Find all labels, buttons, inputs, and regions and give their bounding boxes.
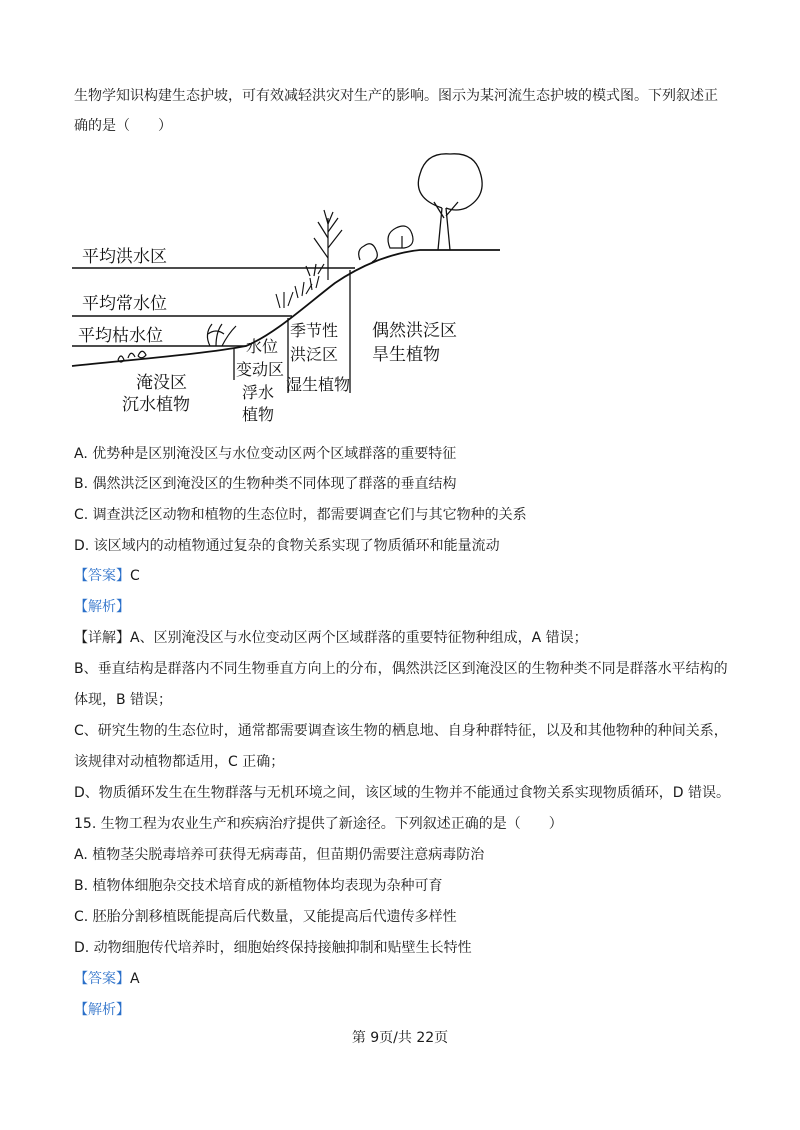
answer-tag: 【答案】 [74, 568, 130, 584]
q15-answer-tag: 【答案】 [74, 971, 130, 987]
q14-detail-c2: 该规律对动植物都适用，C 正确； [74, 754, 285, 770]
label-dry-level: 平均枯水位 [78, 326, 163, 346]
label-fluct-4: 植物 [242, 405, 275, 424]
label-flood-zone: 平均洪水区 [82, 247, 167, 267]
eco-slope-figure [60, 148, 510, 430]
label-submerged-plants: 沉水植物 [122, 395, 190, 415]
q14-detail-b1: B、垂直结构是群落内不同生物垂直方向上的分布，偶然洪泛区到淹没区的生物种类不同是群落水平结构的 [74, 661, 728, 677]
q14-analysis [74, 597, 130, 617]
label-occasional-2: 旱生植物 [372, 345, 440, 365]
q15-option-b: B. 植物体细胞杂交技术培育成的新植物体均表现为杂种可育 [74, 878, 443, 894]
q14-detail-d: D、物质循环发生在生物群落与无机环境之间，该区域的生物并不能通过食物关系实现物质循环，D 错误。 [74, 785, 731, 801]
label-normal-level: 平均常水位 [82, 294, 167, 314]
page-number: 第 9页/共 22页 [351, 1030, 449, 1046]
q15-option-d: D. 动物细胞传代培养时，细胞始终保持接触抑制和贴壁生长特性 [74, 940, 472, 956]
q15-analysis [74, 1000, 130, 1020]
label-seasonal-3: 湿生植物 [286, 375, 351, 394]
q14-detail-c1: C、研究生物的生态位时，通常都需要调查该生物的栖息地、自身种群特征，以及和其他物种的种间关系， [74, 723, 728, 739]
q15-option-a: A. 植物茎尖脱毒培养可获得无病毒苗，但苗期仍需要注意病毒防治 [74, 847, 485, 863]
label-fluct-1: 水位 [246, 337, 279, 356]
answer-value: C [130, 568, 140, 584]
q14-detail-a [74, 628, 588, 648]
q15-answer-value: A [130, 971, 140, 987]
label-seasonal-2: 洪泛区 [290, 345, 339, 364]
label-occasional-1: 偶然洪泛区 [372, 321, 457, 341]
label-seasonal-1: 季节性 [290, 321, 339, 340]
q15-option-c: C. 胚胎分割移植既能提高后代数量，又能提高后代遗传多样性 [74, 909, 457, 925]
wet-plants-icon [276, 276, 319, 308]
q15-answer [74, 969, 140, 989]
intro-line-1: 生物学知识构建生态护坡，可有效减轻洪灾对生产的影响。图示为某河流生态护坡的模式图。下列叙述正 [74, 88, 718, 104]
tree-icon [418, 154, 482, 250]
detail-tag: 【详解】 [74, 630, 130, 646]
q14-option-d: D. 该区域内的动植物通过复杂的食物关系实现了物质循环和能量流动 [74, 538, 500, 554]
detail-a-text: A、区别淹没区与水位变动区两个区域群落的重要特征物种组成，A 错误； [130, 630, 588, 646]
intro-line-2: 确的是（ ） [74, 118, 172, 134]
label-fluct-3: 浮水 [242, 383, 275, 402]
q14-option-a: A. 优势种是区别淹没区与水位变动区两个区域群落的重要特征 [74, 446, 457, 462]
q14-answer [74, 566, 140, 586]
q15-analysis-tag: 【解析】 [74, 1002, 130, 1018]
q15-stem: 15. 生物工程为农业生产和疾病治疗提供了新途径。下列叙述正确的是（ ） [74, 816, 563, 832]
q14-option-b: B. 偶然洪泛区到淹没区的生物种类不同体现了群落的垂直结构 [74, 476, 457, 492]
shrub-icon [306, 210, 342, 280]
label-submerged-zone: 淹没区 [136, 373, 187, 393]
analysis-tag: 【解析】 [74, 599, 130, 615]
eco-slope-diagram [60, 148, 510, 430]
q14-detail-b2: 体现，B 错误； [74, 692, 173, 708]
label-fluct-2: 变动区 [236, 360, 285, 379]
floating-plants-icon [207, 324, 236, 346]
q14-option-c: C. 调查洪泛区动物和植物的生态位时，都需要调查它们与其它物种的关系 [74, 507, 527, 523]
